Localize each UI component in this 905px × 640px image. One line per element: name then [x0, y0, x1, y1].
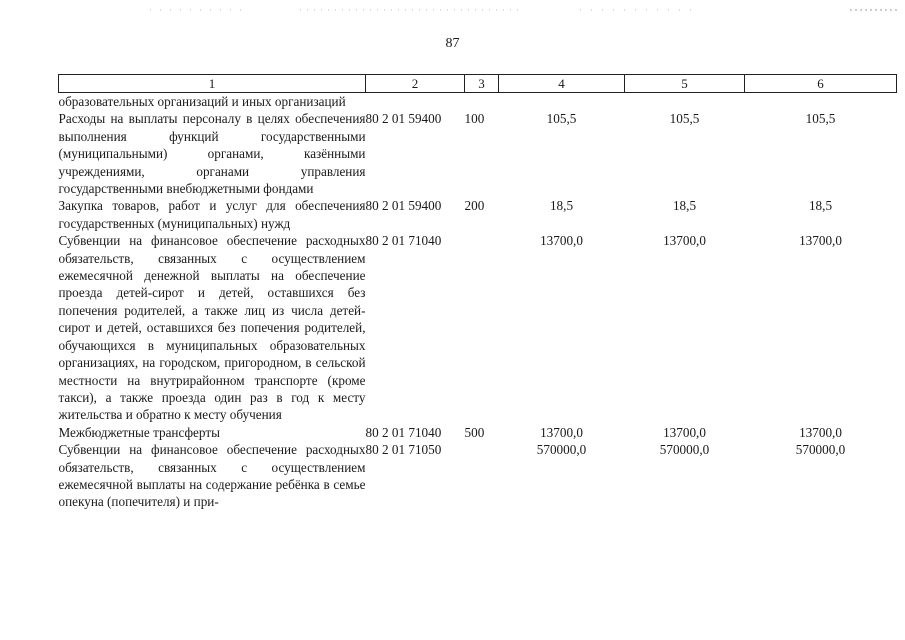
row-value-col-4: 13700,0	[540, 424, 583, 440]
table-row	[59, 93, 897, 111]
row-target-code	[366, 93, 465, 111]
row-value-col-4: 18,5	[549, 198, 574, 214]
row-value-col-4: 13700,0	[540, 233, 583, 249]
row-description: Расходы на выплаты персоналу в целях обеспечения выполнения функций государственными (муниципальными) органами, казёнными учреждениями, органами управления государственными внебюджетными фондами	[58, 111, 366, 197]
budget-table	[58, 74, 897, 511]
row-expense-kind	[465, 441, 499, 511]
row-value-col-4: 570000,0	[536, 442, 587, 458]
row-value-col-5: 18,5	[672, 198, 697, 214]
header-col-3: 3	[465, 75, 499, 93]
row-value-col-5	[625, 93, 745, 111]
row-target-code: 80 2 01 59400	[365, 111, 442, 127]
row-target-code: 80 2 01 59400	[365, 198, 442, 214]
table-header-row	[59, 75, 897, 93]
row-expense-kind: 500	[464, 424, 485, 440]
row-description: Межбюджетные трансферты	[58, 424, 220, 440]
row-target-code: 80 2 01 71040	[365, 233, 442, 249]
row-value-col-5: 570000,0	[659, 442, 710, 458]
table-row	[59, 232, 897, 423]
row-value-col-6	[745, 93, 897, 111]
table-row	[59, 424, 897, 441]
header-col-2: 2	[366, 75, 465, 93]
row-expense-kind: 200	[464, 198, 485, 214]
row-expense-kind	[465, 93, 499, 111]
table-body	[59, 93, 897, 511]
row-value-col-6: 18,5	[808, 198, 833, 214]
row-value-col-5: 105,5	[669, 111, 700, 127]
row-description: Субвенции на финансовое обеспечение расходных обязательств, связанных с осуществлением ежемесячной выплаты на содержание ребёнка в семье опекуна (попечителя) и при-	[58, 442, 366, 510]
row-description: Субвенции на финансовое обеспечение расходных обязательств, связанных с осуществлением ежемесячной денежной выплаты на обеспечение проезда детей-сирот и детей, оставшихся без попечения родителей, а также лиц из числа детей-сирот и детей, оставшихся без попечения родителей, обучающихся в муниципальных образовательных организациях, на городском, пригородном, в сельской местности на внутрирайонном транспорте (кроме такси), а также проезда один раз в год к месту жительства и обратно к месту обучения	[58, 233, 366, 423]
row-expense-kind	[465, 232, 499, 423]
row-description: образовательных организаций и иных организаций	[58, 94, 346, 109]
header-col-5: 5	[625, 75, 745, 93]
scan-artifact-dots	[0, 7, 905, 13]
row-value-col-4	[499, 93, 625, 111]
table-row	[59, 441, 897, 511]
table-row	[59, 197, 897, 232]
row-value-col-5: 13700,0	[663, 233, 706, 249]
row-expense-kind: 100	[464, 111, 485, 127]
table-row	[59, 110, 897, 197]
row-value-col-5: 13700,0	[663, 424, 706, 440]
page-number: 87	[445, 36, 460, 51]
row-value-col-6: 570000,0	[795, 442, 846, 458]
row-value-col-6: 13700,0	[799, 233, 842, 249]
header-col-1: 1	[59, 75, 366, 93]
row-value-col-6: 105,5	[805, 111, 836, 127]
header-col-6: 6	[745, 75, 897, 93]
row-value-col-4: 105,5	[546, 111, 577, 127]
row-target-code: 80 2 01 71040	[365, 424, 442, 440]
header-col-4: 4	[499, 75, 625, 93]
row-value-col-6: 13700,0	[799, 424, 842, 440]
row-target-code: 80 2 01 71050	[365, 442, 442, 458]
row-description: Закупка товаров, работ и услуг для обеспечения государственных (муниципальных) нужд	[58, 198, 366, 231]
